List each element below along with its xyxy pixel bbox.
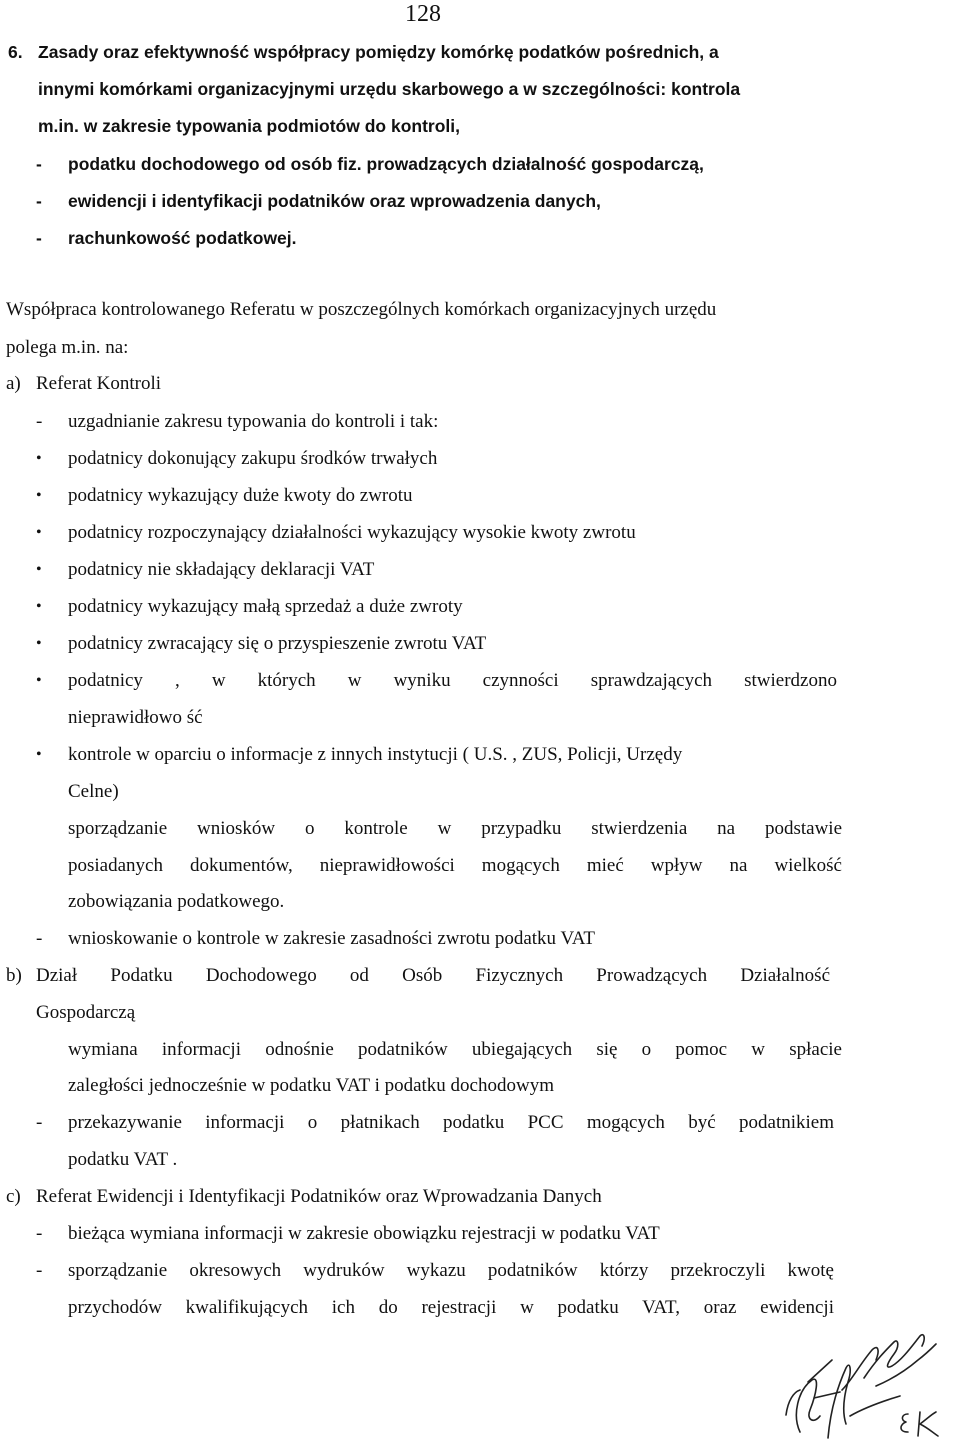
list-item: wnioskowanie o kontrole w zakresie zasadności zwrotu podatku VAT — [68, 928, 595, 949]
bullet-item-continuation: nieprawidłowo ść — [68, 707, 203, 728]
subsection-title-a: Referat Kontroli — [36, 373, 162, 394]
handwritten-signature — [780, 1320, 955, 1445]
section-heading-line-2: innymi komórkami organizacyjnymi urzędu skarbowego a w szczególności: kontrola — [38, 79, 741, 99]
list-marker-a: a) — [6, 373, 21, 394]
list-marker-c: c) — [6, 1186, 21, 1207]
bullet-marker: • — [36, 672, 42, 689]
bullet-item: podatnicy wykazujący duże kwoty do zwrotu — [68, 485, 413, 506]
section-number: 6. — [8, 42, 23, 62]
bullet-marker: • — [36, 524, 42, 541]
bullet-marker: • — [36, 746, 42, 763]
dash-marker: - — [36, 191, 42, 211]
list-item: bieżąca wymiana informacji w zakresie obowiązku rejestracji w podatku VAT — [68, 1223, 660, 1244]
bullet-marker: • — [36, 635, 42, 652]
dash-marker: - — [36, 228, 42, 248]
bullet-item: podatnicy , w których w wyniku czynności sprawdzających stwierdzono — [68, 670, 837, 691]
list-item: uzgadnianie zakresu typowania do kontroli i tak: — [68, 411, 439, 432]
paragraph-line: sporządzanie wniosków o kontrole w przypadku stwierdzenia na podstawie — [68, 818, 842, 839]
dash-marker: - — [36, 1112, 43, 1133]
list-item-continuation: przychodów kwalifikujących ich do rejestracji w podatku VAT, oraz ewidencji — [68, 1297, 834, 1318]
bullet-item: kontrole w oparciu o informacje z innych instytucji ( U.S. , ZUS, Policji, Urzędy — [68, 744, 683, 765]
dash-marker: - — [36, 1223, 43, 1244]
bullet-marker: • — [36, 561, 42, 578]
subsection-title-b: Dział Podatku Dochodowego od Osób Fizycznych Prowadzących Działalność — [36, 965, 830, 986]
dash-marker: - — [36, 154, 42, 174]
bullet-item: podatnicy zwracający się o przyspieszenie zwrotu VAT — [68, 633, 487, 654]
section-heading-line-3: m.in. w zakresie typowania podmiotów do kontroli, — [38, 116, 460, 136]
bullet-item: podatnicy rozpoczynający działalności wykazujący wysokie kwoty zwrotu — [68, 522, 636, 543]
list-item: sporządzanie okresowych wydruków wykazu podatników którzy przekroczyli kwotę — [68, 1260, 834, 1281]
dash-marker: - — [36, 1260, 43, 1281]
initials-ek — [901, 1412, 938, 1436]
section-item: rachunkowość podatkowej. — [68, 228, 297, 248]
bullet-marker: • — [36, 450, 42, 467]
bullet-item: podatnicy wykazujący małą sprzedaż a duże zwroty — [68, 596, 463, 617]
list-item-continuation: podatku VAT . — [68, 1149, 178, 1170]
paragraph-line: zobowiązania podatkowego. — [68, 891, 285, 912]
intro-line-2: polega m.in. na: — [6, 337, 129, 358]
bullet-item: podatnicy dokonujący zakupu środków trwałych — [68, 448, 438, 469]
paragraph-line: zaległości jednocześnie w podatku VAT i podatku dochodowym — [68, 1075, 554, 1096]
paragraph-line: posiadanych dokumentów, nieprawidłowości mogących mieć wpływ na wielkość — [68, 855, 842, 876]
section-item: ewidencji i identyfikacji podatników oraz wprowadzenia danych, — [68, 191, 601, 211]
paragraph-line: wymiana informacji odnośnie podatników ubiegających się o pomoc w spłacie — [68, 1039, 842, 1060]
section-item: podatku dochodowego od osób fiz. prowadzących działalność gospodarczą, — [68, 154, 704, 174]
intro-line-1: Współpraca kontrolowanego Referatu w poszczególnych komórkach organizacyjnych urzędu — [6, 299, 717, 320]
list-item: przekazywanie informacji o płatnikach podatku PCC mogących być podatnikiem — [68, 1112, 834, 1133]
bullet-marker: • — [36, 487, 42, 504]
dash-marker: - — [36, 928, 43, 949]
subsection-title-c: Referat Ewidencji i Identyfikacji Podatników oraz Wprowadzania Danych — [36, 1186, 602, 1207]
section-heading-line-1: Zasady oraz efektywność współpracy pomiędzy komórkę podatków pośrednich, a — [38, 42, 719, 62]
subsection-title-b-continuation: Gospodarczą — [36, 1002, 136, 1023]
dash-marker: - — [36, 411, 43, 432]
bullet-item-continuation: Celne) — [68, 781, 119, 802]
bullet-marker: • — [36, 598, 42, 615]
bullet-item: podatnicy nie składający deklaracji VAT — [68, 559, 375, 580]
page-number: 128 — [405, 1, 441, 27]
list-marker-b: b) — [6, 965, 22, 986]
